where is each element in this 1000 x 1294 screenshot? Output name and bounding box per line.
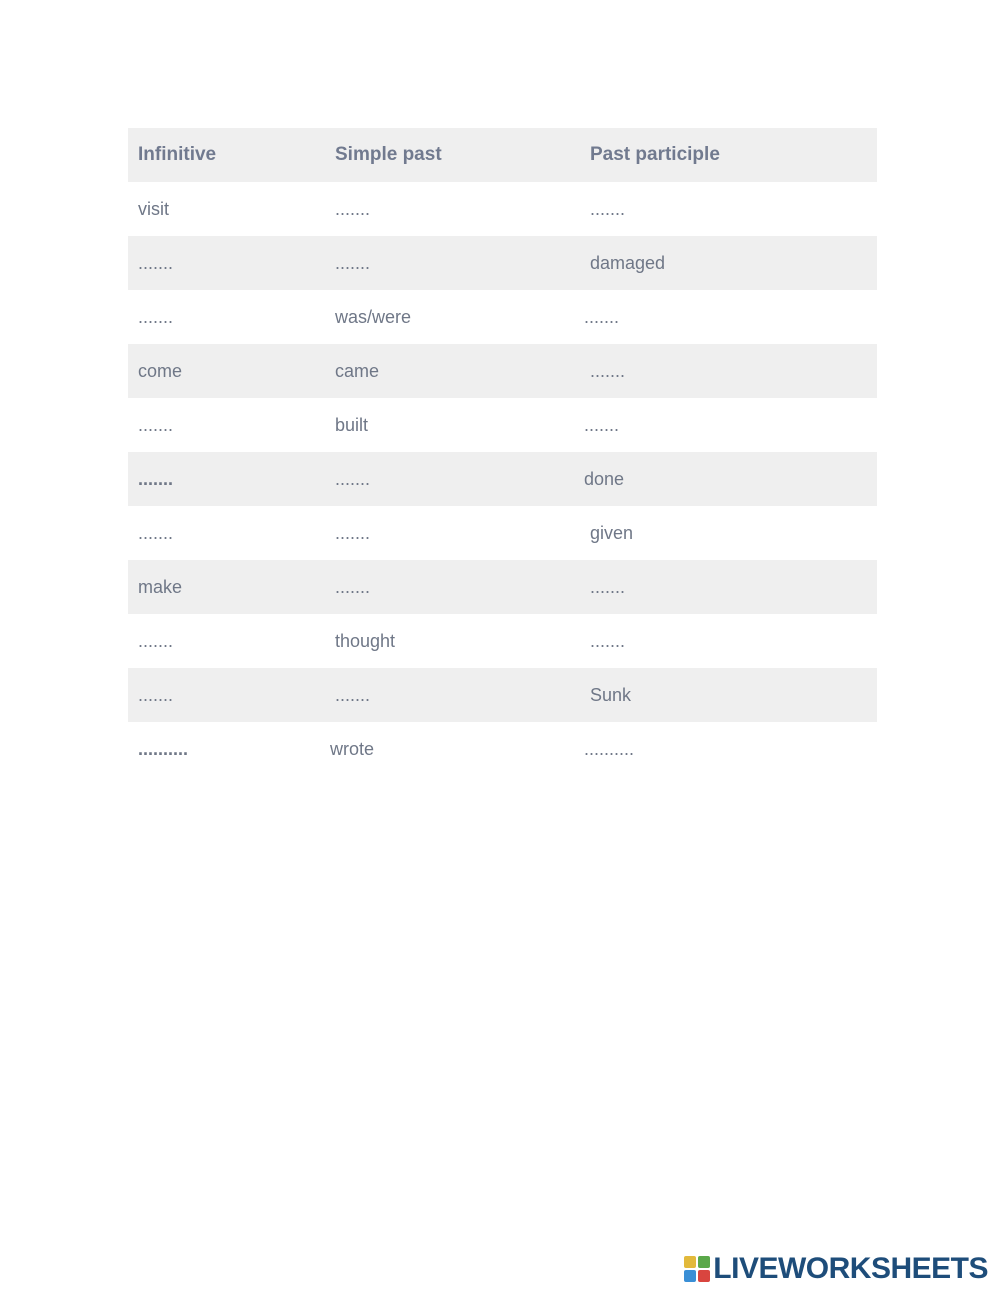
- simple-past-cell[interactable]: .......: [335, 684, 371, 705]
- liveworksheets-logo: [684, 1254, 988, 1284]
- past-participle-cell: given: [590, 522, 634, 543]
- past-participle-cell: done: [584, 468, 625, 489]
- table-row: [128, 452, 877, 506]
- logo-icon: [684, 1256, 710, 1282]
- brand-name: LIVEWORKSHEETS: [713, 1252, 988, 1285]
- infinitive-cell[interactable]: .......: [138, 522, 174, 543]
- past-participle-cell[interactable]: ..........: [584, 738, 635, 759]
- infinitive-cell: visit: [138, 198, 169, 219]
- simple-past-cell: thought: [335, 630, 396, 651]
- logo-square-icon: [684, 1270, 696, 1282]
- infinitive-cell[interactable]: .......: [138, 306, 174, 327]
- simple-past-cell: wrote: [330, 738, 375, 759]
- header-simple-past: Simple past: [335, 144, 442, 165]
- infinitive-cell[interactable]: .......: [138, 468, 174, 489]
- table-row: [128, 668, 877, 722]
- infinitive-cell[interactable]: ..........: [138, 738, 189, 759]
- header-past-participle: Past participle: [590, 144, 720, 165]
- verb-table: [128, 128, 877, 776]
- infinitive-cell[interactable]: .......: [138, 252, 174, 273]
- past-participle-cell[interactable]: .......: [584, 306, 620, 327]
- logo-square-icon: [684, 1256, 696, 1268]
- header-infinitive: Infinitive: [138, 144, 217, 165]
- infinitive-cell[interactable]: .......: [138, 684, 174, 705]
- infinitive-cell: come: [138, 360, 183, 381]
- past-participle-cell: Sunk: [590, 684, 632, 705]
- simple-past-cell[interactable]: .......: [335, 198, 371, 219]
- past-participle-cell[interactable]: .......: [590, 198, 626, 219]
- table-row: [128, 344, 877, 398]
- past-participle-cell[interactable]: .......: [584, 414, 620, 435]
- infinitive-cell: make: [138, 576, 183, 597]
- simple-past-cell: built: [335, 414, 369, 435]
- table-row: [128, 614, 877, 668]
- table-row: [128, 506, 877, 560]
- simple-past-cell[interactable]: .......: [335, 468, 371, 489]
- table-row: [128, 236, 877, 290]
- simple-past-cell[interactable]: .......: [335, 252, 371, 273]
- simple-past-cell[interactable]: .......: [335, 522, 371, 543]
- past-participle-cell[interactable]: .......: [590, 630, 626, 651]
- infinitive-cell[interactable]: .......: [138, 414, 174, 435]
- infinitive-cell[interactable]: .......: [138, 630, 174, 651]
- simple-past-cell: was/were: [335, 306, 412, 327]
- simple-past-cell: came: [335, 360, 380, 381]
- table-row: [128, 290, 877, 344]
- table-row: [128, 398, 877, 452]
- past-participle-cell[interactable]: .......: [590, 576, 626, 597]
- past-participle-cell: damaged: [590, 252, 666, 273]
- past-participle-cell[interactable]: .......: [590, 360, 626, 381]
- simple-past-cell[interactable]: .......: [335, 576, 371, 597]
- table-row: [128, 722, 877, 776]
- table-row: [128, 560, 877, 614]
- logo-square-icon: [698, 1270, 710, 1282]
- table-row: [128, 182, 877, 236]
- table-header-row: [128, 128, 877, 182]
- logo-square-icon: [698, 1256, 710, 1268]
